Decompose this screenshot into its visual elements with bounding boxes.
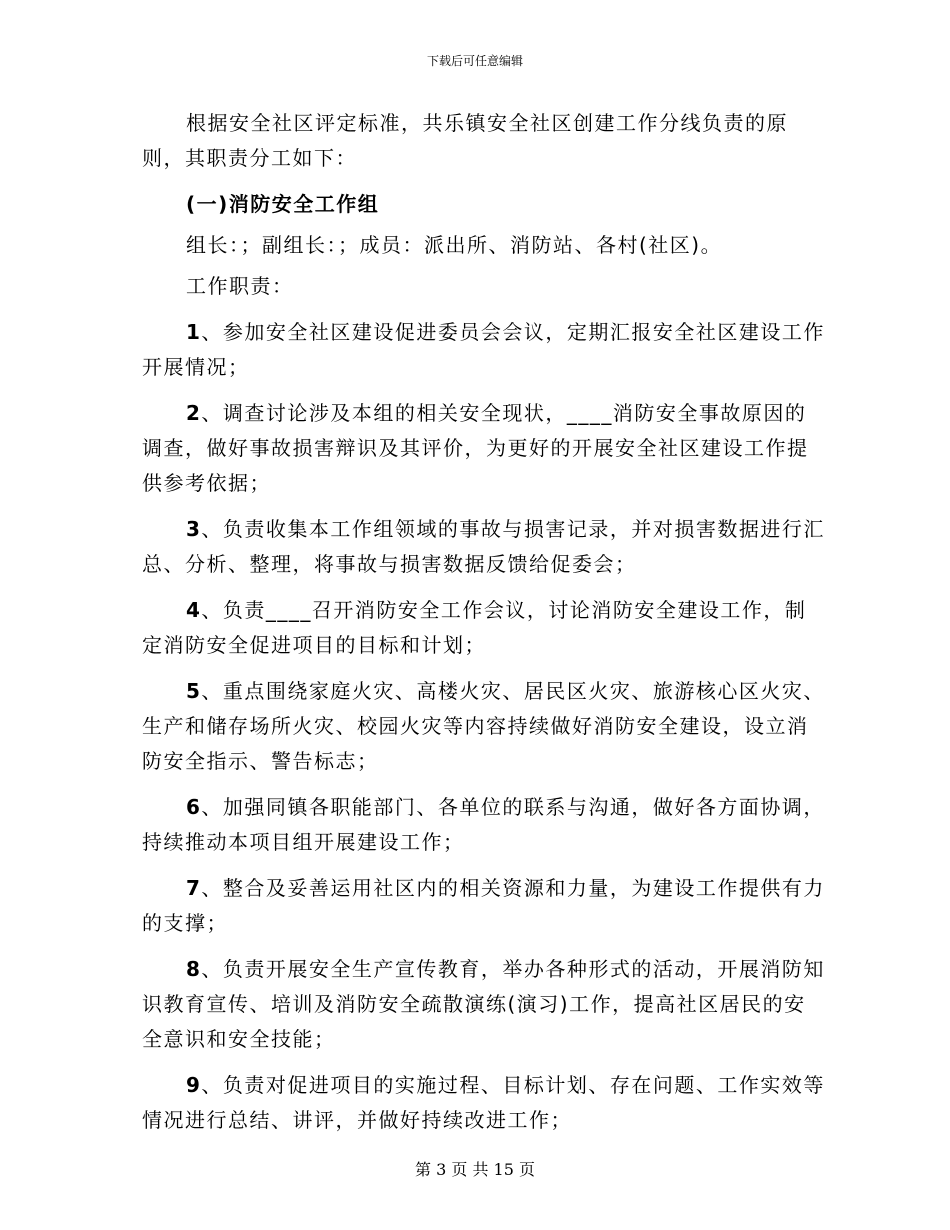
duty-number: 2 [186, 401, 202, 425]
duty-text: 、重点围绕家庭火灾、高楼火灾、居民区火灾、旅游核心区火灾、生产和储存场所火灾、校园火灾等内容持续做好消防安全建设，设立消防安全指示、警告标志； [142, 679, 825, 773]
duty-text: 、参加安全社区建设促进委员会会议，定期汇报安全社区建设工作开展情况； [142, 320, 825, 379]
duty-item-8 [142, 952, 827, 1057]
duty-number: 6 [186, 795, 202, 819]
page-number: 第 3 页 共 15 页 [415, 1160, 535, 1179]
duty-number: 8 [186, 957, 202, 981]
duty-number: 7 [186, 876, 202, 900]
duty-text: 、负责对促进项目的实施过程、目标计划、存在问题、工作实效等情况进行总结、讲评，并做好持续改进工作； [142, 1073, 825, 1132]
intro-paragraph: 根据安全社区评定标准，共乐镇安全社区创建工作分线负责的原则，其职责分工如下： [142, 111, 788, 170]
section-title: (一)消防安全工作组 [186, 192, 380, 216]
duty-item-5 [142, 674, 827, 779]
duty-number: 1 [186, 320, 202, 344]
members-line: 组长：；副组长：；成员：派出所、消防站、各村(社区)。 [186, 233, 723, 257]
duty-item-9 [142, 1068, 827, 1138]
duty-item-3 [142, 512, 827, 582]
duty-item-1 [142, 315, 827, 385]
duty-number: 4 [186, 598, 202, 622]
duty-text: 、负责收集本工作组领域的事故与损害记录，并对损害数据进行汇总、分析、整理，将事故与损害数据反馈给促委会； [142, 517, 825, 576]
duty-text: 、加强同镇各职能部门、各单位的联系与沟通，做好各方面协调，持续推动本项目组开展建设工作； [142, 795, 825, 854]
duty-item-6 [142, 790, 827, 860]
duty-item-7 [142, 871, 827, 941]
duty-number: 9 [186, 1073, 202, 1097]
duty-text: 、调查讨论涉及本组的相关安全现状，____消防安全事故原因的调查，做好事故损害辩识及其评价，为更好的开展安全社区建设工作提供参考依据； [142, 401, 809, 495]
duty-text: 、负责____召开消防安全工作会议，讨论消防安全建设工作，制定消防安全促进项目的目标和计划； [142, 598, 807, 657]
duty-item-2 [142, 396, 827, 501]
duty-text: 、整合及妥善运用社区内的相关资源和力量，为建设工作提供有力的支撑； [142, 876, 825, 935]
page-header-note: 下载后可任意编辑 [426, 54, 523, 68]
document-body [142, 106, 827, 1149]
duty-number: 5 [186, 679, 202, 703]
duty-number: 3 [186, 517, 202, 541]
duty-item-4 [142, 593, 827, 663]
duty-text: 、负责开展安全生产宣传教育，举办各种形式的活动，开展消防知识教育宣传、培训及消防安全疏散演练(演习)工作，提高社区居民的安全意识和安全技能； [142, 957, 825, 1051]
duties-label: 工作职责： [186, 274, 294, 298]
